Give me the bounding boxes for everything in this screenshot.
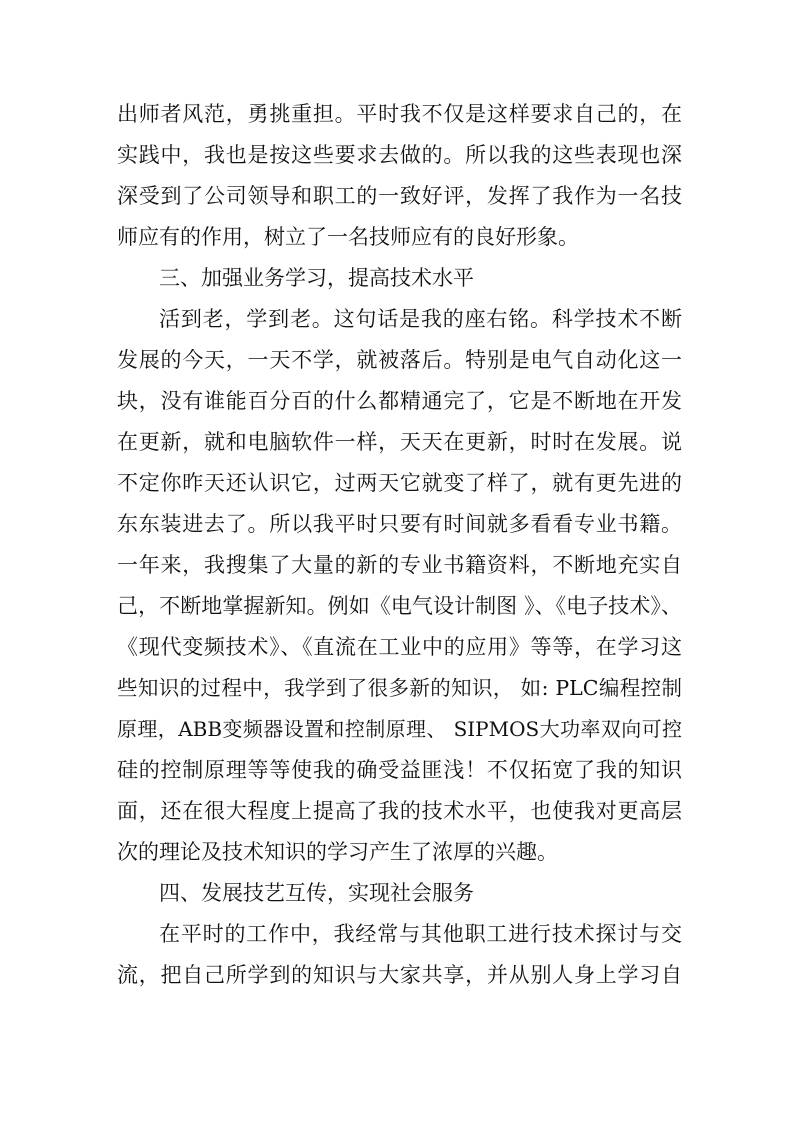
text-line: 原理，ABB变频器设置和控制原理、 SIPMOS大功率双向可控: [117, 717, 682, 741]
text-line: 在平时的工作中，我经常与其他职工进行技术探讨与交: [159, 922, 682, 946]
text-line: 次的理论及技术知识的学习产生了浓厚的兴趣。: [117, 840, 558, 864]
text-line: 活到老，学到老。这句话是我的座右铭。科学技术不断: [159, 307, 682, 331]
text-line: 在更新，就和电脑软件一样，天天在更新，时时在发展。说: [117, 430, 682, 454]
text-line: 硅的控制原理等等使我的确受益匪浅！不仅拓宽了我的知识: [117, 758, 682, 782]
text-line: 不定你昨天还认识它，过两天它就变了样了，就有更先进的: [117, 471, 682, 495]
text-line: 发展的今天，一天不学，就被落后。特别是电气自动化这一: [117, 348, 682, 372]
document-body: [117, 94, 682, 996]
text-line: 师应有的作用，树立了一名技师应有的良好形象。: [117, 225, 579, 249]
text-line: 深受到了公司领导和职工的一致好评，发挥了我作为一名技: [117, 184, 682, 208]
text-line: 出师者风范，勇挑重担。平时我不仅是这样要求自己的，在: [117, 102, 682, 126]
text-line: 己，不断地掌握新知。例如《电气设计制图 》、《电子技术》、: [117, 594, 682, 618]
text-line: 东东装进去了。所以我平时只要有时间就多看看专业书籍。: [117, 512, 682, 536]
text-line: 《现代变频技术》、《直流在工业中的应用》等等，在学习这: [117, 635, 682, 659]
text-line: 些知识的过程中，我学到了很多新的知识， 如: PLC编程控制: [117, 676, 682, 700]
text-line: 流，把自己所学到的知识与大家共享，并从别人身上学习自: [117, 963, 682, 987]
text-line: 一年来，我搜集了大量的新的专业书籍资料，不断地充实自: [117, 553, 682, 577]
section-heading-4: 四、发展技艺互传，实现社会服务: [159, 881, 474, 905]
text-line: 块，没有谁能百分百的什么都精通完了，它是不断地在开发: [117, 389, 682, 413]
text-line: 面，还在很大程度上提高了我的技术水平，也使我对更高层: [117, 799, 682, 823]
section-heading-3: 三、加强业务学习，提高技术水平: [159, 266, 474, 290]
text-line: 实践中，我也是按这些要求去做的。所以我的这些表现也深: [117, 143, 682, 167]
